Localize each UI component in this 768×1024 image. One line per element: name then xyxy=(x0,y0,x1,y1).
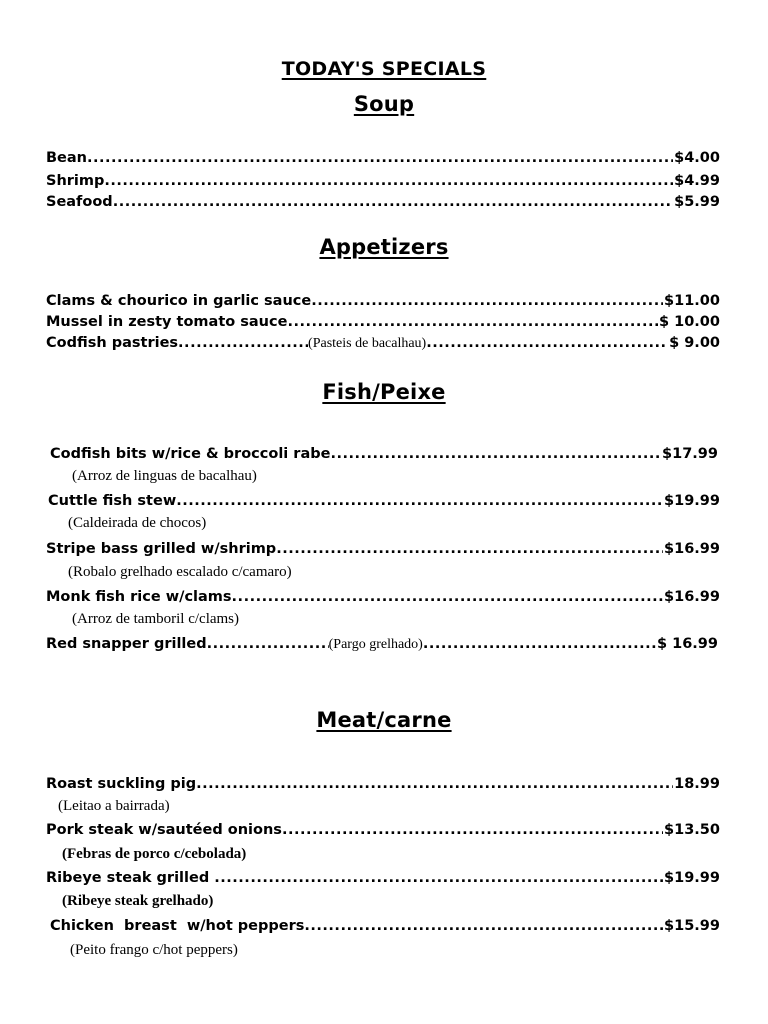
item-price: $4.99 xyxy=(674,173,720,189)
dot-leader xyxy=(176,491,663,511)
dot-leader xyxy=(287,312,658,332)
item-translation: (Pargo grelhado) xyxy=(328,637,423,652)
item-price: $19.99 xyxy=(664,493,720,509)
item-price: 18.99 xyxy=(674,776,720,792)
dot-leader xyxy=(104,171,673,191)
item-name: Cuttle fish stew xyxy=(48,493,177,509)
item-name: Ribeye steak grilled xyxy=(46,870,215,886)
dot-leader xyxy=(426,333,668,353)
item-price: $ 16.99 xyxy=(656,636,718,652)
item-price: $4.00 xyxy=(674,150,720,166)
menu-item-chicken-breast xyxy=(50,916,720,936)
menu-item-codfish-bits xyxy=(50,444,718,464)
menu-item-bean xyxy=(46,148,720,168)
menu-item-stripe-bass xyxy=(46,539,720,559)
item-price: $15.99 xyxy=(664,918,720,934)
section-heading-soup: Soup xyxy=(353,92,415,116)
item-name: Codfish bits w/rice & broccoli rabe xyxy=(50,446,331,462)
menu-item-seafood xyxy=(46,192,720,212)
dot-leader xyxy=(87,148,673,168)
item-name: Shrimp xyxy=(46,173,105,189)
item-name: Chicken breast w/hot peppers xyxy=(50,918,305,934)
item-price: $11.00 xyxy=(664,293,720,309)
item-price: $5.99 xyxy=(674,194,720,210)
item-name: Clams & chourico in garlic sauce xyxy=(46,293,312,309)
dot-leader xyxy=(207,634,329,654)
menu-item-ribeye xyxy=(46,868,720,888)
item-translation: (Arroz de linguas de bacalhau) xyxy=(72,468,257,484)
item-price: $ 9.00 xyxy=(669,335,720,351)
item-translation: (Arroz de tamboril c/clams) xyxy=(72,611,240,627)
item-translation: (Caldeirada de chocos) xyxy=(68,515,207,531)
item-translation: (Leitao a bairrada) xyxy=(58,798,170,814)
item-name: Stripe bass grilled w/shrimp xyxy=(46,541,277,557)
dot-leader xyxy=(276,539,663,559)
menu-item-mussel xyxy=(46,312,720,332)
item-price: $13.50 xyxy=(664,822,720,838)
menu-item-pork-steak xyxy=(46,820,720,840)
item-name: Bean xyxy=(46,150,87,166)
menu-item-suckling-pig xyxy=(46,774,720,794)
dot-leader xyxy=(304,916,663,936)
item-name: Codfish pastries xyxy=(46,335,179,351)
dot-leader xyxy=(330,444,661,464)
item-name: Seafood xyxy=(46,194,113,210)
item-translation: (Febras de porco c/cebolada) xyxy=(62,846,247,862)
dot-leader xyxy=(113,192,673,212)
item-translation: (Ribeye steak grelhado) xyxy=(62,893,214,909)
item-translation: (Peito frango c/hot peppers) xyxy=(70,942,238,958)
item-name: Mussel in zesty tomato sauce xyxy=(46,314,288,330)
dot-leader xyxy=(311,291,663,311)
menu-item-codfish-pastries xyxy=(46,333,720,354)
section-heading-meat: Meat/carne xyxy=(316,708,452,732)
dot-leader xyxy=(196,774,673,794)
item-translation: (Pasteis de bacalhau) xyxy=(308,336,427,351)
item-translation: (Robalo grelhado escalado c/camaro) xyxy=(68,564,292,580)
item-price: $16.99 xyxy=(664,589,720,605)
item-price: $ 10.00 xyxy=(658,314,720,330)
section-heading-fish: Fish/Peixe xyxy=(322,380,446,404)
dot-leader xyxy=(214,868,663,888)
menu-item-shrimp xyxy=(46,171,720,191)
item-name: Red snapper grilled xyxy=(46,636,207,652)
dot-leader xyxy=(232,587,663,607)
item-name: Roast suckling pig xyxy=(46,776,197,792)
item-price: $19.99 xyxy=(664,870,720,886)
item-name: Monk fish rice w/clams xyxy=(46,589,232,605)
dot-leader xyxy=(423,634,656,654)
menu-item-monk-fish xyxy=(46,587,720,607)
dot-leader xyxy=(282,820,663,840)
menu-item-red-snapper xyxy=(46,634,718,655)
menu-title: TODAY'S SPECIALS xyxy=(281,58,487,80)
item-name: Pork steak w/sautéed onions xyxy=(46,822,282,838)
menu-item-clams xyxy=(46,291,720,311)
section-heading-appetizers: Appetizers xyxy=(319,235,449,259)
item-price: $17.99 xyxy=(662,446,718,462)
dot-leader xyxy=(178,333,308,353)
menu-item-cuttle-fish xyxy=(48,491,720,511)
item-price: $16.99 xyxy=(664,541,720,557)
